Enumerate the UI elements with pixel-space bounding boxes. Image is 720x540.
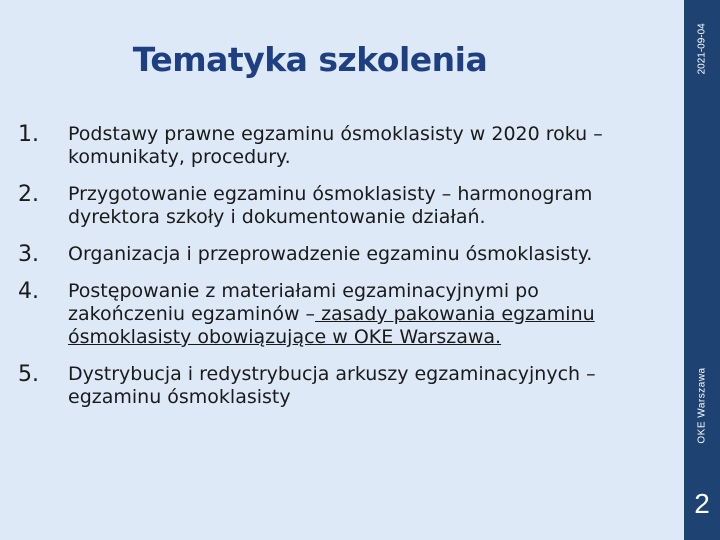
topic-item xyxy=(18,183,638,229)
organization-label: OKE Warszawa xyxy=(696,367,708,444)
topic-item xyxy=(18,243,638,266)
topic-item xyxy=(18,280,638,349)
topic-number: 5. xyxy=(18,362,39,387)
topic-text: Postępowanie z materiałami egzaminacyjnymi po zakończeniu egzaminów – xyxy=(68,280,539,325)
slide-date: 2021-09-04 xyxy=(696,23,708,75)
topic-text: Podstawy prawne egzaminu ósmoklasisty w 2020 roku – komunikaty, procedury. xyxy=(68,123,603,168)
sidebar xyxy=(684,0,720,540)
topic-number: 1. xyxy=(18,122,39,147)
slide-title: Tematyka szkolenia xyxy=(132,40,488,79)
topic-text: Dystrybucja i redystrybucja arkuszy egzaminacyjnych – egzaminu ósmoklasisty xyxy=(68,363,596,408)
topic-text-underlined: zasady pakowania egzaminu ósmoklasisty obowiązujące w OKE Warszawa. xyxy=(68,303,595,348)
topic-item xyxy=(18,123,638,169)
page-number: 2 xyxy=(694,488,710,519)
topic-number: 4. xyxy=(18,279,39,304)
topic-text: Przygotowanie egzaminu ósmoklasisty – harmonogram dyrektora szkoły i dokumentowanie działań. xyxy=(68,183,593,228)
topic-item xyxy=(18,363,638,409)
topic-number: 3. xyxy=(18,242,39,267)
topic-list xyxy=(18,123,638,423)
topic-number: 2. xyxy=(18,182,39,207)
topic-text: Organizacja i przeprowadzenie egzaminu ósmoklasisty. xyxy=(68,243,593,265)
